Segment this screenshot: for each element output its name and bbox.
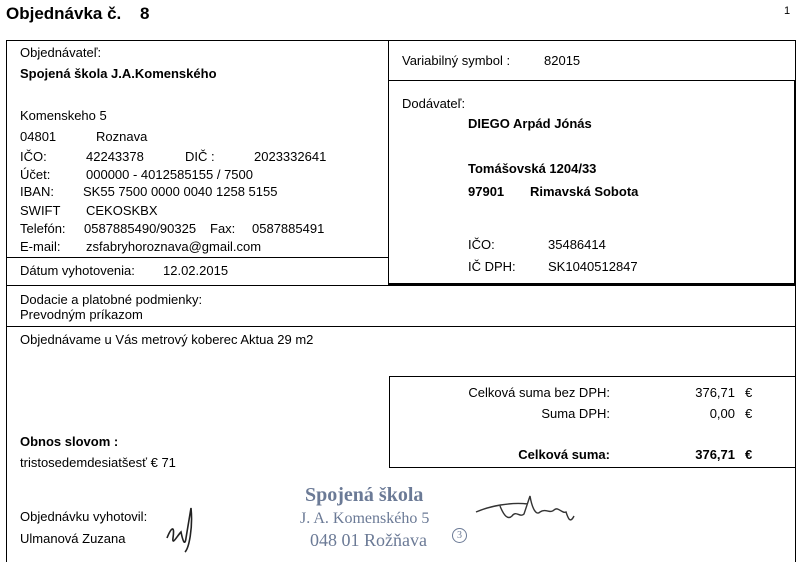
supplier-label: Dodávateľ: <box>402 96 466 111</box>
date-value: 12.02.2015 <box>163 263 229 278</box>
supplier-ico: 35486414 <box>548 237 606 252</box>
orderer-phone: 0587885490/90325 <box>84 221 197 236</box>
issuer-name: Ulmanová Zuzana <box>20 531 126 546</box>
page-number: 1 <box>784 5 791 17</box>
director-signature <box>470 490 590 535</box>
net-currency: € <box>745 385 753 400</box>
orderer-zip: 04801 <box>20 129 57 144</box>
order-number: 8 <box>140 4 150 23</box>
orderer-dic-label: DIČ : <box>185 149 215 164</box>
page-title <box>6 4 149 24</box>
orderer-iban: SK55 7500 0000 0040 1258 5155 <box>83 184 278 199</box>
divider-date <box>6 257 389 258</box>
orderer-phone-label: Telefón: <box>20 221 66 236</box>
orderer-name: Spojená škola J.A.Komenského <box>20 66 217 81</box>
orderer-swift-label: SWIFT <box>20 203 61 218</box>
order-text: Objednávame u Vás metrový koberec Aktua 29 m2 <box>20 332 314 347</box>
supplier-name: DIEGO Arpád Jónás <box>468 116 592 131</box>
stamp-line3: 048 01 Rožňava <box>310 530 427 550</box>
supplier-icdph: SK1040512847 <box>548 259 638 274</box>
frame-left <box>6 40 7 562</box>
terms-label: Dodacie a platobné podmienky: <box>20 292 203 307</box>
supplier-zip: 97901 <box>468 184 505 199</box>
vat-value: 0,00 <box>709 406 735 421</box>
orderer-city: Roznava <box>96 129 148 144</box>
title-label: Objednávka č. <box>6 4 122 23</box>
issuer-label: Objednávku vyhotovil: <box>20 509 148 524</box>
total-label: Celková suma: <box>518 447 610 462</box>
orderer-dic: 2023332641 <box>254 149 327 164</box>
orderer-label: Objednávateľ: <box>20 45 102 60</box>
net-label: Celková suma bez DPH: <box>468 385 610 400</box>
supplier-street: Tomášovská 1204/33 <box>468 161 597 176</box>
orderer-street: Komenskeho 5 <box>20 108 107 123</box>
stamp-number: 3 <box>452 528 467 543</box>
orderer-fax-label: Fax: <box>210 221 236 236</box>
total-currency: € <box>745 447 753 462</box>
supplier-ico-label: IČO: <box>468 237 495 252</box>
orderer-iban-label: IBAN: <box>20 184 54 199</box>
orderer-email-label: E-mail: <box>20 239 61 254</box>
orderer-account-label: Účet: <box>20 167 51 182</box>
stamp-line2: J. A. Komenského 5 <box>300 510 430 527</box>
orderer-account: 000000 - 4012585155 / 7500 <box>86 167 253 182</box>
orderer-swift: CEKOSKBX <box>86 203 158 218</box>
frame-top <box>6 40 796 41</box>
orderer-fax: 0587885491 <box>252 221 325 236</box>
issuer-signature <box>155 498 205 554</box>
terms-value: Prevodným príkazom <box>20 307 143 322</box>
total-value: 376,71 <box>695 447 735 462</box>
supplier-box <box>389 81 796 285</box>
supplier-icdph-label: IČ DPH: <box>468 259 516 274</box>
orderer-ico-label: IČO: <box>20 149 47 164</box>
totals-box <box>389 376 796 468</box>
orderer-email: zsfabryhoroznava@gmail.com <box>86 239 262 254</box>
date-label: Dátum vyhotovenia: <box>20 263 135 278</box>
stamp-line1: Spojená škola <box>305 484 424 506</box>
supplier-city: Rimavská Sobota <box>530 184 639 199</box>
net-value: 376,71 <box>695 385 735 400</box>
orderer-ico: 42243378 <box>86 149 144 164</box>
words-value: tristosedemdesiatšesť € 71 <box>20 455 176 470</box>
divider-terms-bottom <box>6 326 796 327</box>
variable-symbol-value: 82015 <box>544 53 581 68</box>
vat-currency: € <box>745 406 753 421</box>
variable-symbol-label: Variabilný symbol : <box>402 53 511 68</box>
divider-terms-top <box>6 285 796 286</box>
words-label: Obnos slovom : <box>20 434 119 449</box>
vat-label: Suma DPH: <box>541 406 610 421</box>
